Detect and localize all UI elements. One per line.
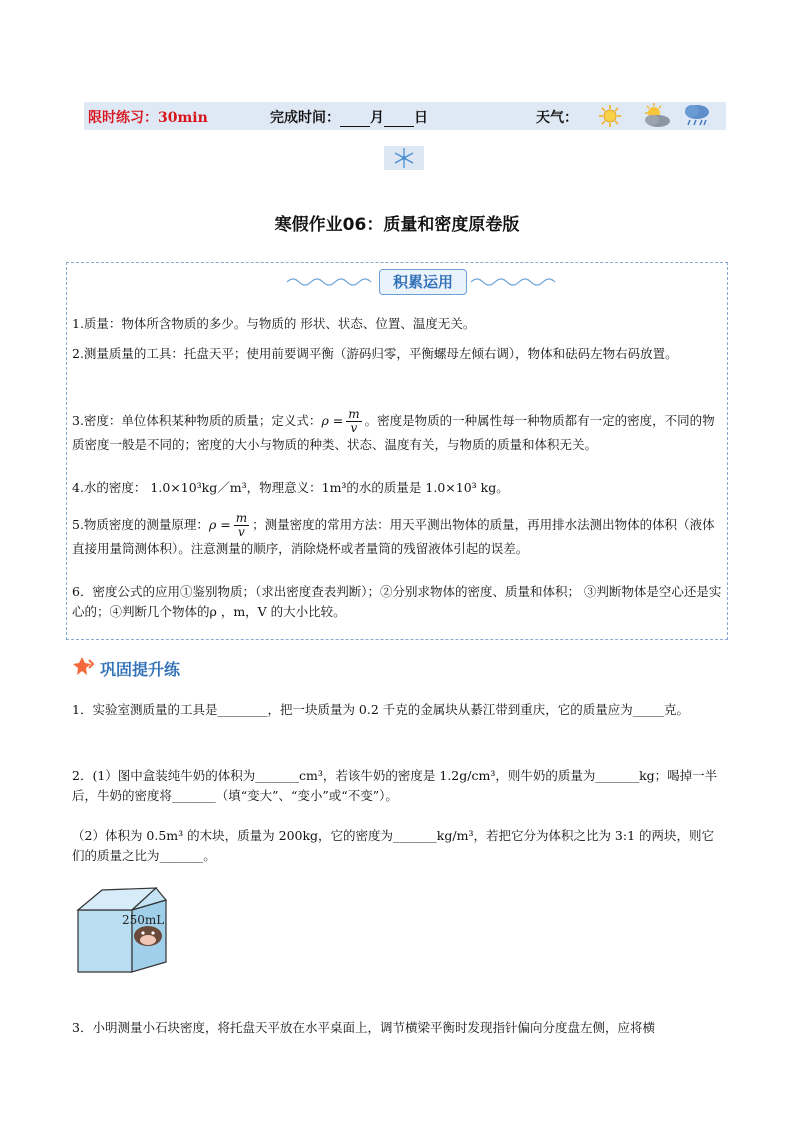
month-blank[interactable]	[340, 112, 370, 127]
item3-prefix: 3.密度：单位体积某种物质的质量；定义式：	[72, 413, 322, 428]
wave-decoration-left	[285, 275, 377, 289]
question-2b: （2）体积为 0.5m³ 的木块，质量为 200kg，它的密度为_______kg/m³，若把它分为体积之比为 3:1 的两块，则它们的质量之比为_______。	[72, 828, 715, 863]
section-title: 巩固提升练	[100, 660, 181, 679]
density-formula: ρ = $\frac{m}{v}$	[321, 407, 360, 435]
partly-cloudy-icon[interactable]	[640, 103, 672, 129]
header-bar	[84, 102, 726, 130]
summary-item-2: 2.测量质量的工具：托盘天平；使用前要调平衡（游码归零，平衡螺母左倾右调），物体和砝码左物右码放置。	[72, 346, 678, 361]
summary-item-1: 1.质量：物体所含物质的多少。与物质的 形状、状态、位置、温度无关。	[72, 316, 476, 331]
timed-practice-label: 限时练习：30min	[88, 110, 208, 126]
completion-label: 完成时间：	[270, 110, 340, 126]
summary-item-5: 5.物质密度的测量原理：ρ = $\frac{m}{v}$ ；测量密度的常用方法：用天平测出物体的质量，再用排水法测出物体的体积（液体直接用量筒测体积）。注意测量的顺序，消除烧杯或者量筒的残留液体引起的误差。	[72, 511, 715, 556]
sunny-icon[interactable]	[597, 104, 623, 128]
document-title: 寒假作业06：质量和密度原卷版	[274, 215, 520, 235]
completion-time	[270, 107, 428, 127]
question-3: 3．小明测量小石块密度，将托盘天平放在水平桌面上，调节横梁平衡时发现指针偏向分度盘左侧，应将横	[72, 1020, 655, 1035]
day-blank[interactable]	[384, 112, 414, 127]
summary-badge: 积累运用	[379, 269, 467, 295]
summary-item-3: 3.密度：单位体积某种物质的质量；定义式：ρ = $\frac{m}{v}$ 。密度是物质的一种属性每一种物质都有一定的密度，不同的物质密度一般是不同的；密度的大小与物质的种类、状态、温度有关，与物质的质量和体积无关。	[72, 407, 715, 452]
month-label: 月	[370, 110, 384, 126]
wave-decoration-right	[469, 275, 561, 289]
weather-label: 天气：	[536, 110, 578, 126]
question-1: 1．实验室测质量的工具是________，把一块质量为 0.2 千克的金属块从綦江带到重庆，它的质量应为_____克。	[72, 702, 690, 717]
snowflake-box	[384, 146, 424, 170]
summary-item-4: 4.水的密度： 1.0×10³kg／m³，物理意义：1m³的水的质量是 1.0×10³ kg。	[72, 480, 509, 495]
snowflake-icon	[384, 146, 424, 170]
carton-volume-label: 250mL	[122, 913, 165, 927]
star-icon	[72, 656, 96, 676]
day-label: 日	[414, 110, 428, 126]
density-formula-2: ρ = $\frac{m}{v}$	[208, 511, 248, 539]
rain-icon[interactable]	[682, 103, 712, 129]
question-2a: 2．(1）图中盒装纯牛奶的体积为_______cm³，若该牛奶的密度是 1.2g/cm³，则牛奶的质量为_______kg；喝掉一半后，牛奶的密度将_______（填“变大”、“变小”或“不变”）。	[72, 768, 718, 803]
summary-item-6: 6．密度公式的应用①鉴别物质；（求出密度查表判断）；②分别求物体的密度、质量和体积； ③判断物体是空心还是实心的；④判断几个物体的ρ ，m，V 的大小比较。	[72, 584, 722, 619]
milk-carton-image	[72, 886, 172, 974]
item5-prefix: 5.物质密度的测量原理：	[72, 517, 209, 532]
